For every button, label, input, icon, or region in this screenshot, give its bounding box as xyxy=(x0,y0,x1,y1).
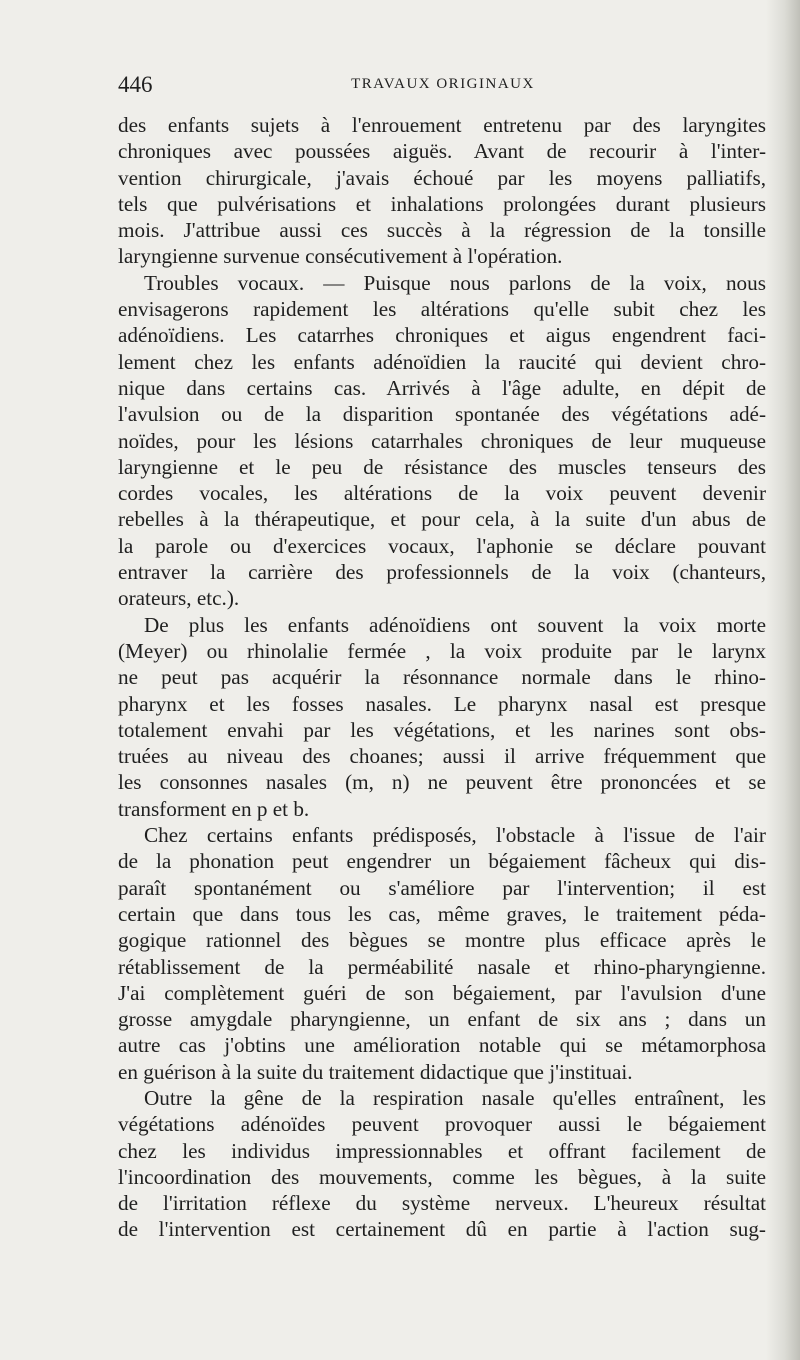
text-line: végétations adénoïdes peuvent provoquer aussi le bégaiement xyxy=(118,1112,766,1137)
text-line: paraît spontanément ou s'améliore par l'intervention; il est xyxy=(118,875,766,900)
text-line: l'avulsion ou de la disparition spontanée des végétations adé- xyxy=(118,402,766,427)
body-text xyxy=(118,112,766,1243)
text-line: Chez certains enfants prédisposés, l'obstacle à l'issue de l'air xyxy=(144,823,766,848)
text-line: De plus les enfants adénoïdiens ont souvent la voix morte xyxy=(144,612,766,637)
text-line: les consonnes nasales (m, n) ne peuvent être prononcées et se xyxy=(118,770,766,795)
text-line: rétablissement de la perméabilité nasale et rhino-pharyngienne. xyxy=(118,954,766,979)
text-line: de l'irritation réflexe du système nerveux. L'heureux résultat xyxy=(118,1191,766,1216)
text-line: Outre la gêne de la respiration nasale qu'elles entraînent, les xyxy=(144,1085,766,1110)
text-line: rebelles à la thérapeutique, et pour cela, à la suite d'un abus de xyxy=(118,507,766,532)
text-line: totalement envahi par les végétations, et les narines sont obs- xyxy=(118,717,766,742)
text-line: J'ai complètement guéri de son bégaiement, par l'avulsion d'une xyxy=(118,980,766,1005)
text-line: pharynx et les fosses nasales. Le pharynx nasal est presque xyxy=(118,691,766,716)
text-line: adénoïdiens. Les catarrhes chroniques et aigus engendrent faci- xyxy=(118,323,766,348)
running-title: TRAVAUX ORIGINAUX xyxy=(351,76,535,92)
text-line: lement chez les enfants adénoïdien la raucité qui devient chro- xyxy=(118,349,766,374)
text-line: autre cas j'obtins une amélioration notable qui se métamorphosa xyxy=(118,1033,766,1058)
text-line: truées au niveau des choanes; aussi il arrive fréquemment que xyxy=(118,744,766,769)
text-line: de l'intervention est certainement dû en partie à l'action sug- xyxy=(118,1217,766,1242)
text-line: (Meyer) ou rhinolalie fermée , la voix produite par le larynx xyxy=(118,638,766,663)
text-line: des enfants sujets à l'enrouement entretenu par des laryngites xyxy=(118,113,766,137)
text-line: entraver la carrière des professionnels de la voix (chanteurs, xyxy=(118,560,766,585)
text-line: de la phonation peut engendrer un bégaiement fâcheux qui dis- xyxy=(118,849,766,874)
page-edge-shadow xyxy=(766,0,800,1360)
text-line: grosse amygdale pharyngienne, un enfant de six ans ; dans un xyxy=(118,1007,766,1032)
page-number: 446 xyxy=(118,72,153,97)
text-line: orateurs, etc.). xyxy=(118,586,240,611)
text-line: envisagerons rapidement les altérations qu'elle subit chez les xyxy=(118,297,766,322)
text-line: noïdes, pour les lésions catarrhales chroniques de leur muqueuse xyxy=(118,428,766,453)
text-line: vention chirurgicale, j'avais échoué par les moyens palliatifs, xyxy=(118,165,766,190)
text-line: tels que pulvérisations et inhalations prolongées durant plusieurs xyxy=(118,191,766,216)
text-line: transforment en p et b. xyxy=(118,796,310,821)
text-line: la parole ou d'exercices vocaux, l'aphonie se déclare pouvant xyxy=(118,533,766,558)
text-line: laryngienne et le peu de résistance des muscles tenseurs des xyxy=(118,454,766,479)
text-line: en guérison à la suite du traitement didactique que j'instituai. xyxy=(118,1059,633,1084)
text-line: cordes vocales, les altérations de la voix peuvent devenir xyxy=(118,481,766,506)
text-line: nique dans certains cas. Arrivés à l'âge adulte, en dépit de xyxy=(118,375,766,400)
text-line: laryngienne survenue consécutivement à l'opération. xyxy=(118,244,563,269)
text-line: certain que dans tous les cas, même graves, le traitement péda- xyxy=(118,901,766,926)
text-line: chroniques avec poussées aiguës. Avant de recourir à l'inter- xyxy=(118,139,766,164)
text-line: mois. J'attribue aussi ces succès à la régression de la tonsille xyxy=(118,218,766,243)
text-line-italic-lead: Troubles vocaux. — Puisque nous parlons de la voix, nous xyxy=(144,270,766,295)
text-line: ne peut pas acquérir la résonnance normale dans le rhino- xyxy=(118,665,766,690)
text-line: chez les individus impressionnables et offrant facilement de xyxy=(118,1138,766,1163)
text-line: gogique rationnel des bègues se montre plus efficace après le xyxy=(118,928,766,953)
page-header xyxy=(118,72,768,98)
text-line: l'incoordination des mouvements, comme les bègues, à la suite xyxy=(118,1164,766,1189)
